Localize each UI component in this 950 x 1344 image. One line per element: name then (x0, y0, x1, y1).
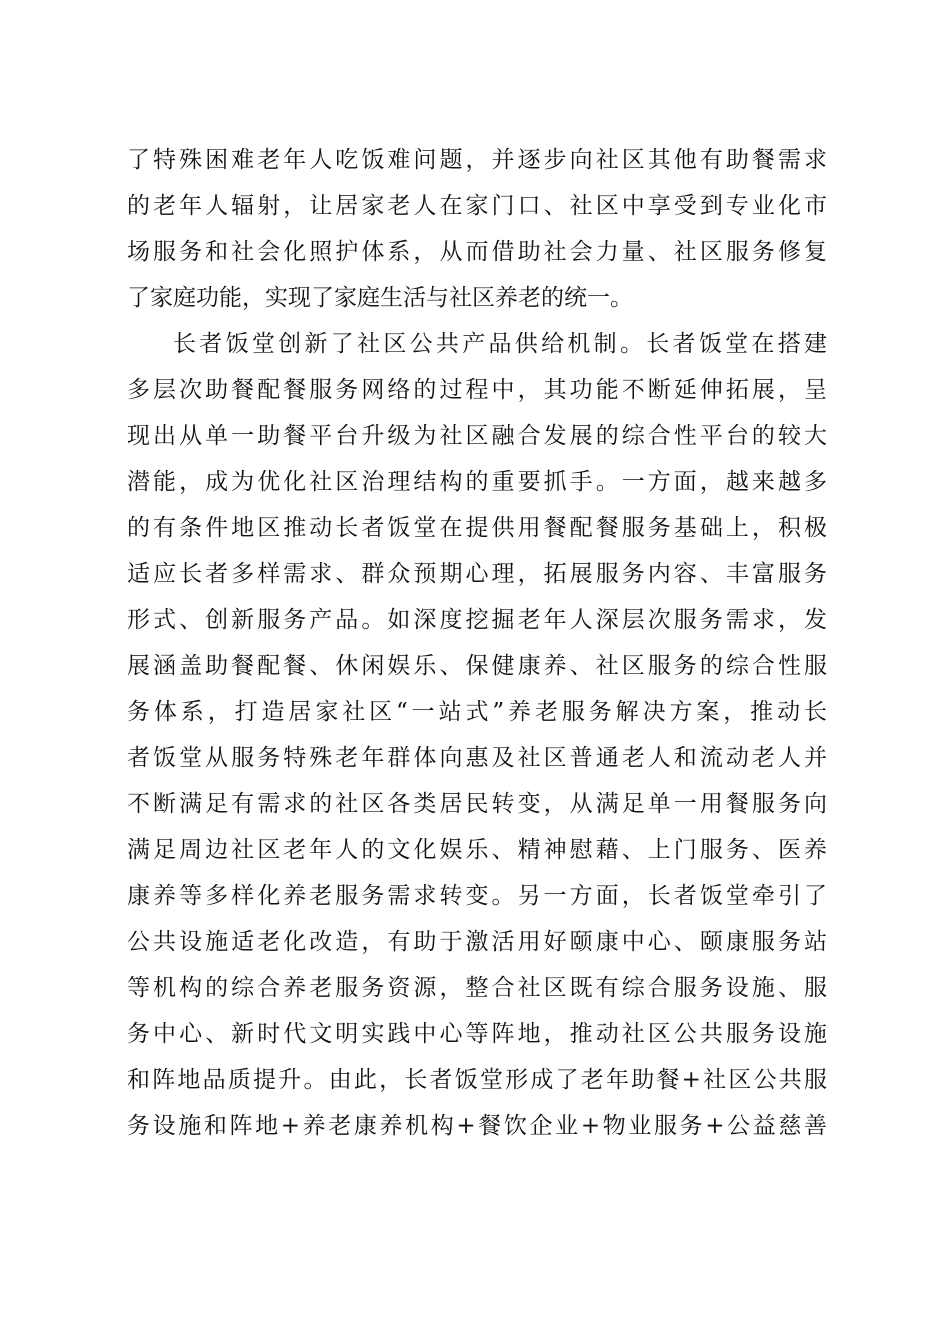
text-line: 务中心、新时代文明实践中心等阵地，推动社区公共服务设施 (127, 1021, 827, 1047)
text-line: 了家庭功能，实现了家庭生活与社区养老的统一。 (127, 285, 633, 311)
text-line: 适应长者多样需求、群众预期心理，拓展服务内容、丰富服务 (127, 561, 827, 587)
paragraph-2 (127, 321, 827, 1149)
text-line: 的有条件地区推动长者饭堂在提供用餐配餐服务基础上，积极 (127, 515, 827, 541)
body-text (127, 137, 827, 1149)
text-line: 了特殊困难老年人吃饭难问题，并逐步向社区其他有助餐需求 (127, 147, 827, 173)
text-line: 者饭堂从服务特殊老年群体向惠及社区普通老人和流动老人并 (127, 745, 827, 771)
text-line: 展涵盖助餐配餐、休闲娱乐、保健康养、社区服务的综合性服 (127, 653, 827, 679)
paragraph-1 (127, 137, 827, 321)
text-line: 康养等多样化养老服务需求转变。另一方面，长者饭堂牵引了 (127, 883, 827, 909)
text-line: 现出从单一助餐平台升级为社区融合发展的综合性平台的较大 (127, 423, 827, 449)
text-line: 公共设施适老化改造，有助于激活用好颐康中心、颐康服务站 (127, 929, 827, 955)
text-line: 的老年人辐射，让居家老人在家门口、社区中享受到专业化市 (127, 193, 827, 219)
text-line: 等机构的综合养老服务资源，整合社区既有综合服务设施、服 (127, 975, 827, 1001)
text-line: 场服务和社会化照护体系，从而借助社会力量、社区服务修复 (127, 239, 827, 265)
text-line: 务体系，打造居家社区“一站式”养老服务解决方案，推动长 (127, 699, 827, 725)
text-line: 形式、创新服务产品。如深度挖掘老年人深层次服务需求，发 (127, 607, 827, 633)
text-line: 满足周边社区老年人的文化娱乐、精神慰藉、上门服务、医养 (127, 837, 827, 863)
text-line: 多层次助餐配餐服务网络的过程中，其功能不断延伸拓展，呈 (127, 377, 827, 403)
text-line: 潜能，成为优化社区治理结构的重要抓手。一方面，越来越多 (127, 469, 827, 495)
text-line: 务设施和阵地+养老康养机构+餐饮企业+物业服务+公益慈善 (127, 1113, 827, 1139)
text-line: 和阵地品质提升。由此，长者饭堂形成了老年助餐+社区公共服 (127, 1067, 827, 1093)
text-line: 长者饭堂创新了社区公共产品供给机制。长者饭堂在搭建 (173, 331, 827, 357)
text-line: 不断满足有需求的社区各类居民转变，从满足单一用餐服务向 (127, 791, 827, 817)
